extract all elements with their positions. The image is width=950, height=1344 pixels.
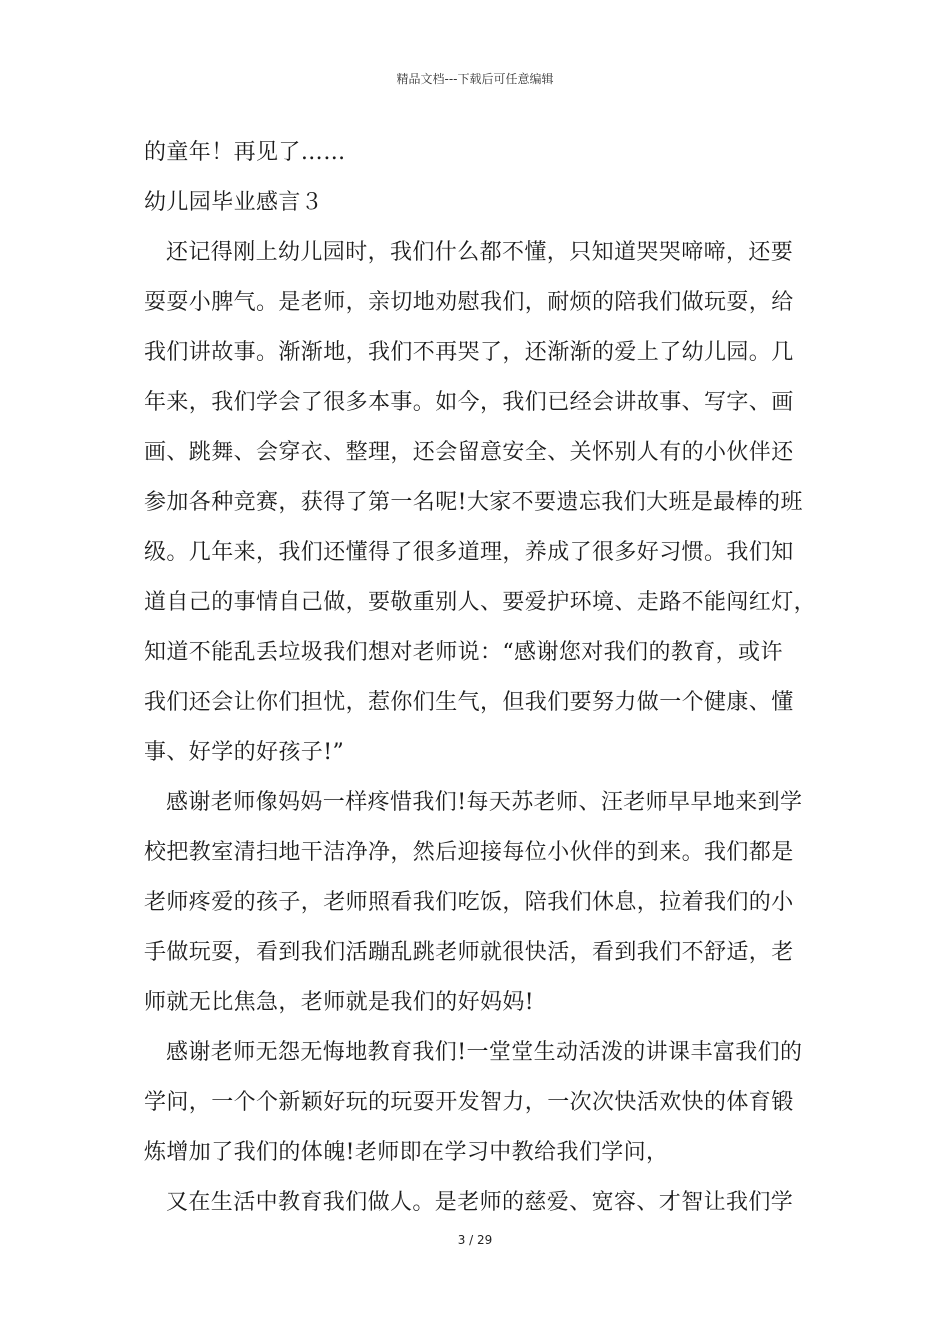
text-line: 炼增加了我们的体魄!老师即在学习中教给我们学问， (144, 1140, 669, 1165)
section-heading: 幼儿园毕业感言３ (144, 190, 324, 215)
text-line: 老师疼爱的孩子，老师照看我们吃饭，陪我们休息，拉着我们的小 (144, 890, 794, 915)
text-line: 的童年！再见了…… (144, 140, 346, 165)
text-line: 年来，我们学会了很多本事。如今，我们已经会讲故事、写字、画 (144, 390, 794, 415)
text-line: 手做玩耍，看到我们活蹦乱跳老师就很快活，看到我们不舒适，老 (144, 940, 794, 965)
text-line: 画、跳舞、会穿衣、整理，还会留意安全、关怀别人有的小伙伴还 (144, 440, 794, 465)
text-line: 我们讲故事。渐渐地，我们不再哭了，还渐渐的爱上了幼儿园。几 (144, 340, 794, 365)
text-line: 学问，一个个新颖好玩的玩耍开发智力，一次次快活欢快的体育锻 (144, 1090, 794, 1115)
page-number: 3 / 29 (457, 1233, 493, 1247)
text-line: 事、好学的好孩子!” (144, 740, 345, 765)
text-line: 耍耍小脾气。是老师，亲切地劝慰我们，耐烦的陪我们做玩耍，给 (144, 290, 794, 315)
text-line: 参加各种竞赛，获得了第一名呢!大家不要遗忘我们大班是最棒的班 (144, 490, 803, 515)
text-line: 校把教室清扫地干洁净净，然后迎接每位小伙伴的到来。我们都是 (144, 840, 794, 865)
text-line: 道自己的事情自己做，要敬重别人、要爱护环境、走路不能闯红灯， (144, 590, 817, 615)
document-body (144, 128, 817, 1228)
text-line: 还记得刚上幼儿园时，我们什么都不懂，只知道哭哭啼啼，还要 (166, 240, 794, 265)
text-line: 感谢老师无怨无悔地教育我们!一堂堂生动活泼的讲课丰富我们的 (166, 1040, 803, 1065)
text-line: 又在生活中教育我们做人。是老师的慈爱、宽容、才智让我们学 (166, 1190, 794, 1215)
text-line: 知道不能乱丢垃圾我们想对老师说：“感谢您对我们的教育，或许 (144, 640, 783, 665)
page-header: 精品文档---下载后可任意编辑 (396, 72, 554, 86)
text-line: 级。几年来，我们还懂得了很多道理，养成了很多好习惯。我们知 (144, 540, 794, 565)
text-line: 感谢老师像妈妈一样疼惜我们!每天苏老师、汪老师早早地来到学 (166, 790, 803, 815)
text-line: 我们还会让你们担忧，惹你们生气，但我们要努力做一个健康、懂 (144, 690, 794, 715)
text-line: 师就无比焦急，老师就是我们的好妈妈! (144, 990, 535, 1015)
